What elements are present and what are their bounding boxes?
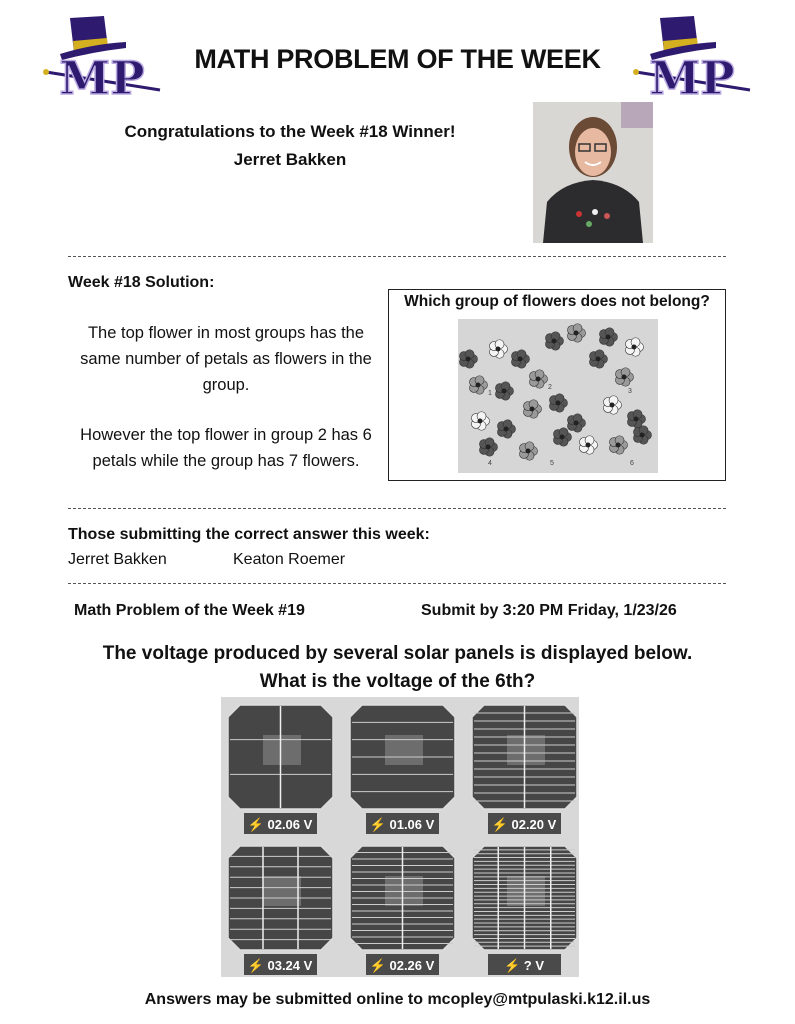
puzzle-title: Which group of flowers does not belong? <box>404 293 710 310</box>
correct-heading: Those submitting the correct answer this week: <box>68 526 430 543</box>
solution-paragraph-1: The top flower in most groups has the same number of petals as flowers in the group. <box>80 324 372 394</box>
divider <box>68 256 726 257</box>
group-label: 3 <box>628 388 632 395</box>
solution-heading: Week #18 Solution: <box>68 274 215 291</box>
panel-voltage-label: ⚡ 02.26 V <box>369 958 435 973</box>
solution-paragraph-2: However the top flower in group 2 has 6 petals while the group has 7 flowers. <box>80 426 372 470</box>
group-label: 5 <box>550 460 554 467</box>
group-label: 2 <box>548 384 552 391</box>
question-line-1: The voltage produced by several solar panels is displayed below. <box>102 643 693 664</box>
page-title: MATH PROBLEM OF THE WEEK <box>194 44 601 74</box>
group-label: 1 <box>488 390 492 397</box>
correct-name: Jerret Bakken <box>68 551 167 568</box>
problem-question <box>0 640 795 696</box>
flower-puzzle-box <box>388 289 726 481</box>
panel-voltage-label: ⚡ 02.06 V <box>247 817 313 832</box>
winner-photo <box>533 102 653 243</box>
group-label: 4 <box>488 460 492 467</box>
flower-puzzle-image <box>458 319 658 473</box>
logo-text: MP <box>59 51 145 98</box>
submit-deadline: Submit by 3:20 PM Friday, 1/23/26 <box>421 602 677 619</box>
panel-voltage-label: ⚡ ? V <box>503 958 545 973</box>
winner-announcement <box>80 118 500 174</box>
divider <box>68 508 726 509</box>
group-label: 6 <box>630 460 634 467</box>
footer-submission-info: Answers may be submitted online to mcopley@mtpulaski.k12.il.us <box>144 991 651 1008</box>
problem-number: Math Problem of the Week #19 <box>74 602 305 619</box>
winner-name: Jerret Bakken <box>233 150 347 169</box>
solution-text <box>68 320 384 474</box>
logo-text: MP <box>649 51 735 98</box>
divider <box>68 583 726 584</box>
panel-voltage-label: ⚡ 02.20 V <box>491 817 557 832</box>
congrats-text: Congratulations to the Week #18 Winner! <box>124 122 456 141</box>
panel-voltage-label: ⚡ 01.06 V <box>369 817 435 832</box>
panel-voltage-label: ⚡ 03.24 V <box>247 958 313 973</box>
correct-name: Keaton Roemer <box>233 551 346 568</box>
solar-panels-image <box>221 697 579 977</box>
question-line-2: What is the voltage of the 6th? <box>259 671 536 692</box>
